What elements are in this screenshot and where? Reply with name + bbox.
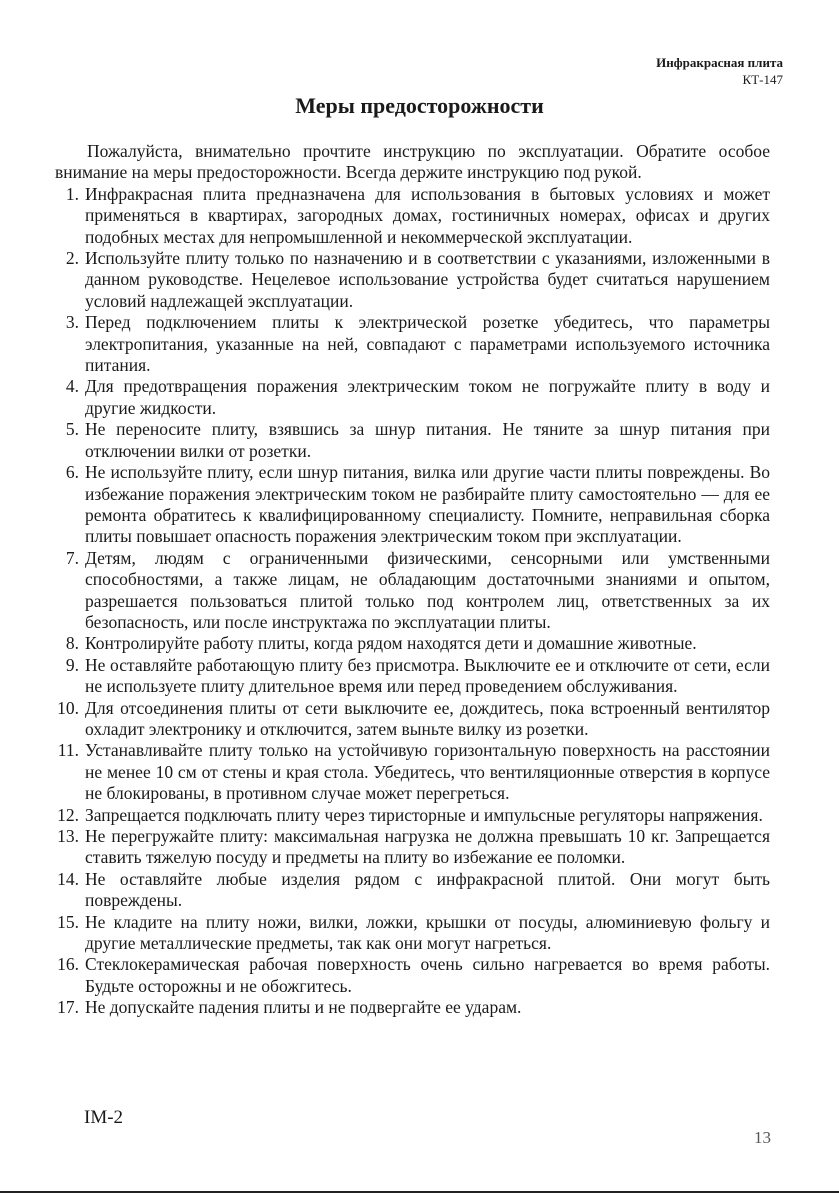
list-item	[55, 997, 770, 1018]
list-item-number: 2.	[65, 248, 79, 269]
list-item	[55, 462, 770, 548]
list-item-number: 13.	[57, 826, 79, 846]
list-item-text: Не оставляйте работающую плиту без присмотра. Выключите ее и отключите от сети, если не используете плиту длительное время или перед проведением обслуживания.	[85, 654, 770, 697]
list-item-number: 9.	[65, 654, 79, 675]
precautions-list	[55, 184, 770, 1019]
list-item-text: Детям, людям с ограниченными физическими, сенсорными или умственными способностями, а также лицам, не обладающим достаточными знаниями и опытом, разрешается пользоваться плитой только под контролем лиц, ответственных за их безопасность, или после инструктажа по эксплуатации плиты.	[85, 547, 770, 632]
list-item	[55, 805, 770, 826]
list-item-number: 6.	[65, 462, 79, 483]
list-item-text: Стеклокерамическая рабочая поверхность очень сильно нагревается во время работы. Будьте осторожны и не обожгитесь.	[85, 954, 770, 996]
list-item-text: Не перегружайте плиту: максимальная нагрузка не должна превышать 10 кг. Запрещается ставить тяжелую посуду и предметы на плиту во избежание ее поломки.	[85, 826, 770, 868]
list-item-text: Не оставляйте любые изделия рядом с инфракрасной плитой. Они могут быть повреждены.	[85, 868, 770, 911]
precautions-body	[55, 141, 770, 1019]
page-title: Меры предосторожности	[295, 93, 544, 118]
list-item	[55, 419, 770, 462]
list-item-number: 16.	[57, 954, 79, 975]
list-item-number: 15.	[57, 911, 79, 932]
list-item	[55, 633, 770, 654]
list-item-text: Запрещается подключать плиту через тиристорные и импульсные регуляторы напряжения.	[85, 804, 763, 825]
list-item	[55, 954, 770, 997]
list-item	[55, 548, 770, 634]
list-item-text: Контролируйте работу плиты, когда рядом находятся дети и домашние животные.	[85, 633, 697, 654]
list-item-number: 7.	[65, 547, 79, 568]
intro-paragraph: Пожалуйста, внимательно прочтите инструкцию по эксплуатации. Обратите особое внимание на меры предосторожности. Всегда держите инструкцию под рукой.	[55, 141, 770, 183]
list-item	[55, 698, 770, 741]
list-item-text: Не допускайте падения плиты и не подвергайте ее ударам.	[85, 997, 522, 1018]
list-item-text: Перед подключением плиты к электрической розетке убедитесь, что параметры электропитания, указанные на ней, совпадают с параметрами используемого источника питания.	[85, 312, 770, 376]
list-item-number: 10.	[57, 697, 79, 718]
header-model: КТ-147	[742, 72, 783, 87]
page-number: 13	[754, 1128, 771, 1147]
list-item	[55, 869, 770, 912]
list-item	[55, 655, 770, 698]
list-item	[55, 376, 770, 419]
list-item-number: 12.	[57, 804, 79, 825]
list-item-number: 5.	[65, 419, 79, 440]
list-item	[55, 248, 770, 312]
list-item-number: 17.	[57, 997, 79, 1018]
list-item-text: Для предотвращения поражения электрическим током не погружайте плиту в воду и другие жидкости.	[85, 376, 770, 418]
list-item	[55, 826, 770, 869]
list-item-number: 14.	[57, 868, 79, 889]
list-item-number: 1.	[65, 183, 79, 204]
list-item	[55, 912, 770, 955]
list-item-text: Устанавливайте плиту только на устойчивую горизонтальную поверхность на расстоянии не менее 10 см от стены и края стола. Убедитесь, что вентиляционные отверстия в корпусе не блокированы, в противном случае может перегреться.	[85, 740, 770, 804]
list-item	[55, 312, 770, 376]
list-item-number: 8.	[65, 633, 79, 654]
list-item	[55, 184, 770, 248]
list-item	[55, 740, 770, 804]
list-item-text: Не переносите плиту, взявшись за шнур питания. Не тяните за шнур питания при отключении вилки от розетки.	[85, 419, 770, 461]
list-item-number: 4.	[65, 376, 79, 397]
list-item-text: Для отсоединения плиты от сети выключите ее, дождитесь, пока встроенный вентилятор охладит электронику и отключится, затем выньте вилку из розетки.	[85, 697, 770, 739]
running-header	[656, 54, 783, 88]
header-product-name: Инфракрасная плита	[656, 55, 783, 70]
list-item-number: 11.	[57, 740, 79, 761]
list-item-number: 3.	[65, 312, 79, 333]
document-code: IM-2	[84, 1107, 124, 1128]
list-item-text: Инфракрасная плита предназначена для использования в бытовых условиях и может применяться в квартирах, загородных домах, гостиничных номерах, офисах и других подобных местах для непромышленной и некоммерческой эксплуатации.	[85, 183, 770, 247]
list-item-text: Не используйте плиту, если шнур питания, вилка или другие части плиты повреждены. Во избежание поражения электрическим током не разбирайте плиту самостоятельно — для ее ремонта обратитесь к квалифицированному специалисту. Помните, неправильная сборка плиты повышает опасность поражения электрическим током при эксплуатации.	[85, 462, 770, 547]
list-item-text: Используйте плиту только по назначению и в соответствии с указаниями, изложенными в данном руководстве. Нецелевое использование устройства будет считаться нарушением условий надлежащей эксплуатации.	[85, 248, 770, 311]
list-item-text: Не кладите на плиту ножи, вилки, ложки, крышки от посуды, алюминиевую фольгу и другие металлические предметы, так как они могут нагреться.	[85, 911, 770, 954]
